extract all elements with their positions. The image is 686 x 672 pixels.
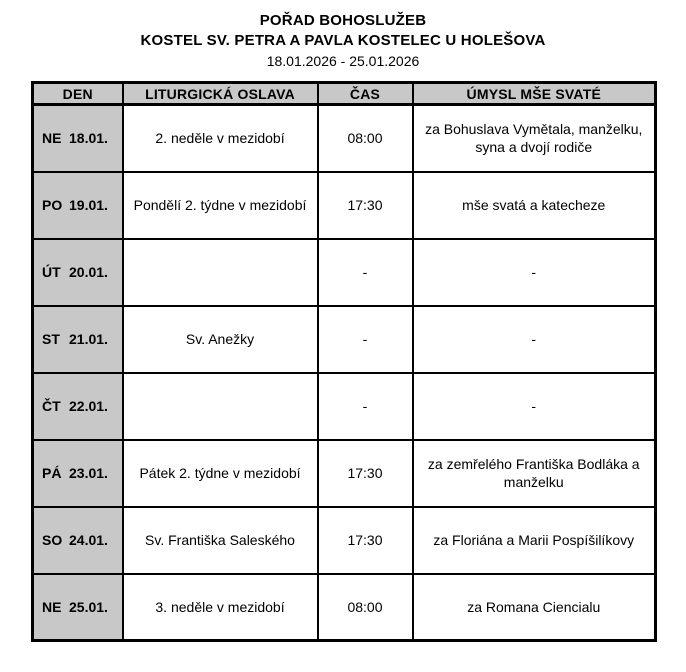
- schedule-table-body: [33, 105, 656, 641]
- intention-cell: za zemřelého Františka Bodláka a manželku: [413, 440, 656, 507]
- day-cell: [33, 172, 123, 239]
- table-row: [33, 373, 656, 440]
- intention-cell: -: [413, 373, 656, 440]
- intention-cell: za Romana Ciencialu: [413, 574, 656, 641]
- liturgical-celebration-cell: [123, 373, 318, 440]
- time-cell: 17:30: [318, 440, 413, 507]
- column-header-den: DEN: [33, 83, 123, 105]
- time-cell: -: [318, 306, 413, 373]
- day-abbreviation: NE: [42, 130, 62, 147]
- liturgical-celebration-cell: Pondělí 2. týdne v mezidobí: [123, 172, 318, 239]
- schedule-table-head: [33, 83, 656, 105]
- column-header-cas: ČAS: [318, 83, 413, 105]
- day-cell: [33, 440, 123, 507]
- day-cell: [33, 574, 123, 641]
- church-name: KOSTEL SV. PETRA A PAVLA KOSTELEC U HOLEŠOVA: [140, 32, 546, 49]
- table-row: [33, 306, 656, 373]
- intention-cell: za Bohuslava Vymětala, manželku, syna a dvojí rodiče: [413, 105, 656, 172]
- day-date: 19.01.: [69, 196, 108, 213]
- liturgical-celebration-cell: 3. neděle v mezidobí: [123, 574, 318, 641]
- liturgical-celebration-cell: Sv. Františka Saleského: [123, 507, 318, 574]
- day-cell: [33, 239, 123, 306]
- day-cell: [33, 373, 123, 440]
- liturgical-celebration-cell: 2. neděle v mezidobí: [123, 105, 318, 172]
- day-cell: [33, 306, 123, 373]
- time-cell: 08:00: [318, 105, 413, 172]
- day-date: 20.01.: [69, 263, 108, 280]
- table-row: [33, 239, 656, 306]
- date-range: 18.01.2026 - 25.01.2026: [266, 53, 420, 69]
- day-abbreviation: SO: [42, 531, 63, 548]
- day-cell: [33, 507, 123, 574]
- intention-cell: -: [413, 306, 656, 373]
- column-header-liturgicka-oslava: LITURGICKÁ OSLAVA: [123, 83, 318, 105]
- time-cell: -: [318, 373, 413, 440]
- schedule-table: [31, 81, 657, 642]
- day-abbreviation: PÁ: [42, 464, 62, 481]
- intention-cell: -: [413, 239, 656, 306]
- liturgical-celebration-cell: Pátek 2. týdne v mezidobí: [123, 440, 318, 507]
- column-header-umysl-mse-svate: ÚMYSL MŠE SVATÉ: [413, 83, 656, 105]
- document-title: POŘAD BOHOSLUŽEB: [259, 12, 427, 29]
- time-cell: 08:00: [318, 574, 413, 641]
- day-date: 25.01.: [69, 598, 108, 615]
- intention-cell: mše svatá a katecheze: [413, 172, 656, 239]
- time-cell: -: [318, 239, 413, 306]
- table-row: [33, 105, 656, 172]
- day-date: 21.01.: [69, 330, 108, 347]
- intention-cell: za Floriána a Marii Pospíšilíkovy: [413, 507, 656, 574]
- day-abbreviation: ÚT: [42, 263, 61, 280]
- liturgical-celebration-cell: [123, 239, 318, 306]
- table-row: [33, 172, 656, 239]
- liturgical-celebration-cell: Sv. Anežky: [123, 306, 318, 373]
- day-date: 23.01.: [69, 464, 108, 481]
- table-row: [33, 507, 656, 574]
- time-cell: 17:30: [318, 507, 413, 574]
- day-date: 22.01.: [69, 397, 108, 414]
- day-date: 18.01.: [69, 130, 108, 147]
- day-abbreviation: ČT: [42, 397, 61, 414]
- day-cell: [33, 105, 123, 172]
- table-row: [33, 574, 656, 641]
- table-row: [33, 440, 656, 507]
- day-date: 24.01.: [69, 531, 108, 548]
- day-abbreviation: NE: [42, 598, 62, 615]
- time-cell: 17:30: [318, 172, 413, 239]
- header-row: [33, 83, 656, 105]
- day-abbreviation: ST: [42, 330, 60, 347]
- document-header: [0, 0, 686, 72]
- day-abbreviation: PO: [42, 196, 63, 213]
